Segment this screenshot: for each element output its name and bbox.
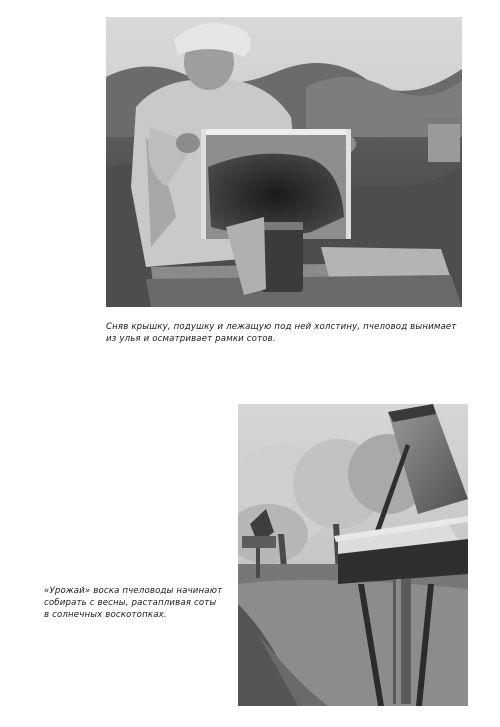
beekeeper-photo bbox=[106, 17, 462, 307]
solar-wax-melter-photo bbox=[238, 404, 468, 706]
figure-2-caption: «Урожай» воска пчеловоды начинают собирать с весны, растапливая соты в солнечных воскотопках. bbox=[44, 586, 223, 620]
beekeeper-photo-illustration bbox=[106, 17, 462, 307]
figure-1-caption: Сняв крышку, подушку и лежащую под ней холстину, пчеловод вынимает из улья и осматривает рамки сотов. bbox=[106, 322, 457, 344]
solar-wax-melter-illustration bbox=[238, 404, 468, 706]
